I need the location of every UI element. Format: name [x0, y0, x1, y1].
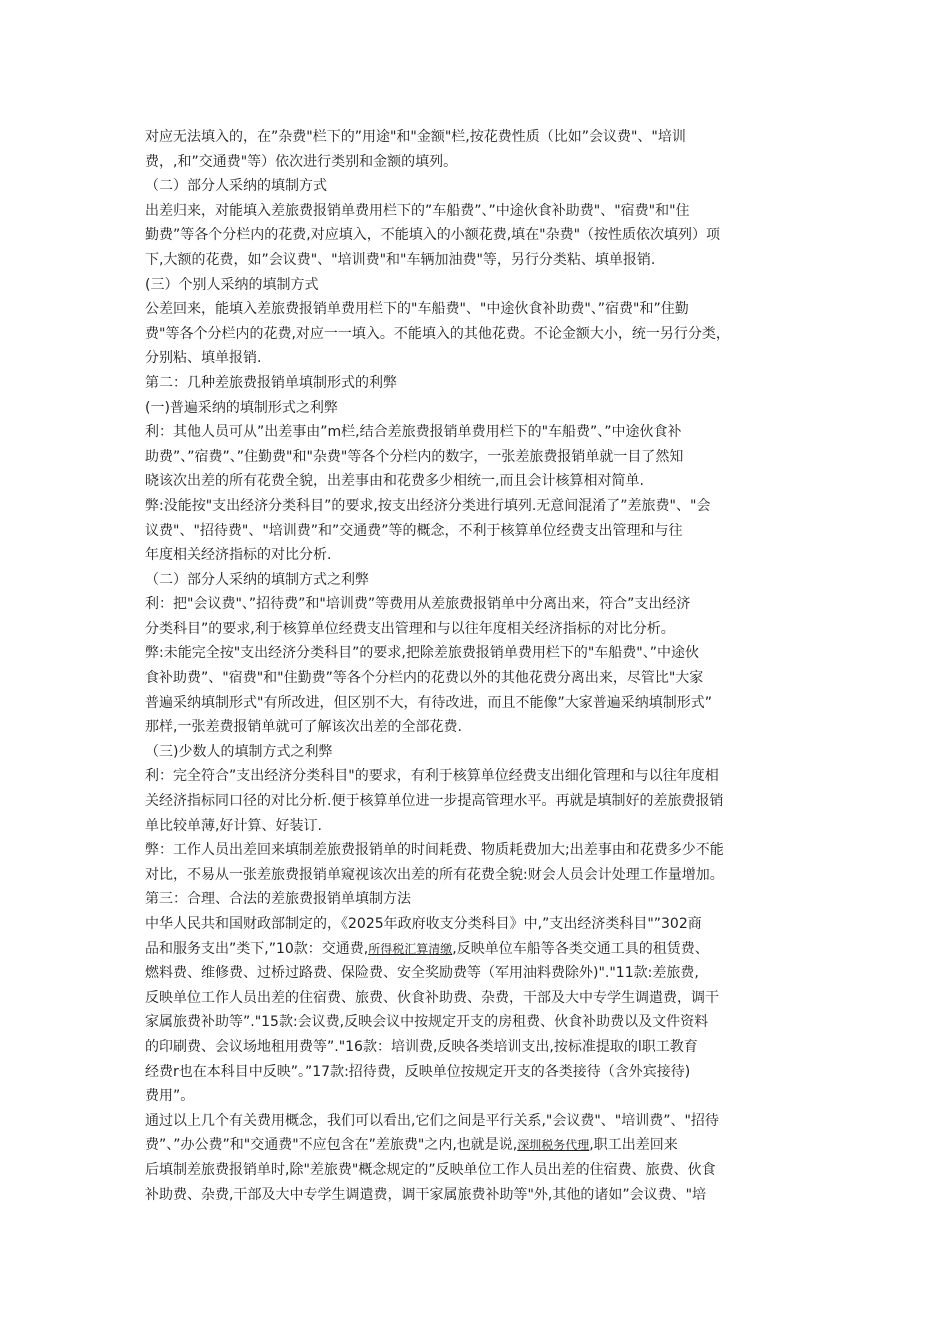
- text-line: 对应无法填入的，在”杂费"栏下的”用途"和"金额"栏,按花费性质（比如”会议费"、"培训: [145, 129, 686, 145]
- text-line: 反映单位工作人员出差的住宿费、旅费、伙食补助费、杂费，干部及大中专学生调遣费，调干: [145, 989, 719, 1006]
- section-heading: 第二：几种差旅费报销单填制形式的利弊: [145, 374, 397, 391]
- text-segment: ,职工出差回来: [589, 1137, 678, 1154]
- text-line: 公差回来，能填入差旅费报销单费用栏下的"车船费"、"中途伙食补助费"、”宿费"和”住勤: [145, 301, 689, 318]
- text-line: 利：完全符合”支出经济分类科目"的要求，有利于核算单位经费支出细化管理和与以往年度相: [145, 768, 719, 785]
- text-line: 下,大额的花费，如”会议费"、"培训费"和"车辆加油费"等，另行分类粘、填单报销.: [145, 251, 656, 268]
- text-line: 费"等各个分栏内的花费,对应一一填入。不能填入的其他花费。不论金额大小，统一另行分类，: [145, 325, 730, 342]
- section-heading: 第三：合理、合法的差旅费报销单填制方法: [145, 891, 411, 908]
- text-line: 通过以上几个有关费用概念，我们可以看出,它们之间是平行关系,"会议费"、"培训费”、"招待: [145, 1112, 719, 1129]
- text-line: 对比，不易从一张差旅费报销单窥视该次出差的所有花费全貌:财会人员会计处理工作量增加。: [145, 866, 724, 883]
- text-line: 利：其他人员可从”出差事由”m栏,结合差旅费报销单费用栏下的"车船费”、”中途伙食补: [145, 424, 682, 441]
- text-line: 单比较单薄,好计算、好装订.: [145, 817, 322, 834]
- text-line: 出差归来，对能填入差旅费报销单费用栏下的”车船费”、”中途伙食补助费"、"宿费"和"住: [145, 202, 690, 219]
- text-line: 普遍采纳填制形式"有所改进，但区别不大，有待改进，而且不能像”大家普遍采纳填制形式”: [145, 694, 712, 711]
- tax-settlement-link[interactable]: 所得税汇算清缴: [368, 941, 453, 956]
- text-line: 分类科目”的要求,利于核算单位经费支出管理和与以往年度相关经济指标的对比分析。: [145, 620, 675, 637]
- text-line: [145, 1133, 807, 1158]
- text-line: 食补助费”、"宿费"和"住勤费”等各个分栏内的花费以外的其他花费分离出来，尽管比"大家: [145, 670, 704, 687]
- text-segment: ,反映单位车船等各类交通工具的租赁费、: [452, 940, 709, 957]
- text-line: 关经济指标同口径的对比分析.便于核算单位进一步提高管理水平。再就是填制好的差旅费报销: [145, 793, 724, 810]
- text-line: 补助费、杂费,干部及大中专学生调遣费，调干家属旅费补助等"外,其他的诸如”会议费、"培: [145, 1186, 707, 1203]
- text-line: 费，,和”交通费"等）依次进行类别和金额的填列。: [145, 153, 458, 170]
- text-line: 经费r也在本科目中反映”。”17款:招待费，反映单位按规定开支的各类接待（含外宾接待): [145, 1063, 691, 1080]
- section-heading: （二）部分人采纳的填制方式: [145, 178, 327, 195]
- text-segment: 费”、”办公费”和"交通费"不应包含在”差旅费"之内,也就是说,: [145, 1137, 518, 1154]
- text-line: 中华人民共和国财政部制定的，《2025年政府收支分类科目》中,”支出经济类科目"”302商: [145, 916, 702, 932]
- text-line: [145, 937, 807, 962]
- text-segment: 品和服务支出”类下,”10款：交通费,: [145, 940, 369, 957]
- text-line: 分别粘、填单报销.: [145, 350, 262, 367]
- section-heading: (一)普遍采纳的填制形式之利弊: [145, 399, 338, 416]
- text-line: 那样,一张差费报销单就可了解该次出差的全部花费.: [145, 719, 462, 736]
- text-line: 的印刷费、会议场地租用费等”."16款：培训费,反映各类培训支出,按标准提取的l职工教育: [145, 1038, 698, 1055]
- text-line: 燃料费、维修费、过桥过路费、保险费、安全奖励费等（军用油料费除外)"."11款:差旅费,: [145, 965, 699, 982]
- text-line: 议费"、"招待费"、"培训费”和”交通费”等的概念，不利于核算单位经费支出管理和与往: [145, 522, 683, 539]
- text-line: 助费”、”宿费”、”住勤费"和"杂费"等各个分栏内的数字，一张差旅费报销单就一目了然知: [145, 448, 684, 465]
- text-line: 年度相关经济指标的对比分析.: [145, 547, 332, 564]
- tax-agency-link[interactable]: 深圳税务代理: [517, 1138, 590, 1153]
- text-line: 弊:未能完全按"支出经济分类科目”的要求,把除差旅费报销单费用栏下的"车船费"、”中途伙: [145, 645, 699, 662]
- section-heading: (三）个别人采纳的填制方式: [145, 276, 319, 293]
- section-heading: （二）部分人采纳的填制方式之利弊: [145, 571, 369, 588]
- document-body: [145, 125, 807, 1207]
- text-line: 家属旅费补助等”."15款:会议费,反映会议中按规定开支的房租费、伙食补助费以及文件资料: [145, 1014, 709, 1031]
- text-line: 后填制差旅费报销单时,除"差旅费"概念规定的”反映单位工作人员出差的住宿费、旅费、伙食: [145, 1161, 716, 1178]
- text-line: 弊:没能按"支出经济分类科目”的要求,按支出经济分类进行填列.无意间混淆了”差旅费"、"会: [145, 497, 711, 514]
- text-line: 晓该次出差的所有花费全貌，出差事由和花费多少相统一,而且会计核算相对简单.: [145, 473, 644, 490]
- text-line: 费用”。: [145, 1088, 195, 1105]
- text-line: 弊：工作人员出差回来填制差旅费报销单的时间耗费、物质耗费加大;出差事由和花费多少不能: [145, 842, 724, 859]
- text-line: 利：把"会议费"、”招待费”和"培训费”等费用从差旅费报销单中分离出来，符合”支出经济: [145, 596, 691, 613]
- text-line: 勤费”等各个分栏内的花费,对应填入，不能填入的小额花费,填在"杂费"（按性质依次填列）项: [145, 227, 721, 244]
- section-heading: （三)少数人的填制方式之利弊: [145, 743, 333, 760]
